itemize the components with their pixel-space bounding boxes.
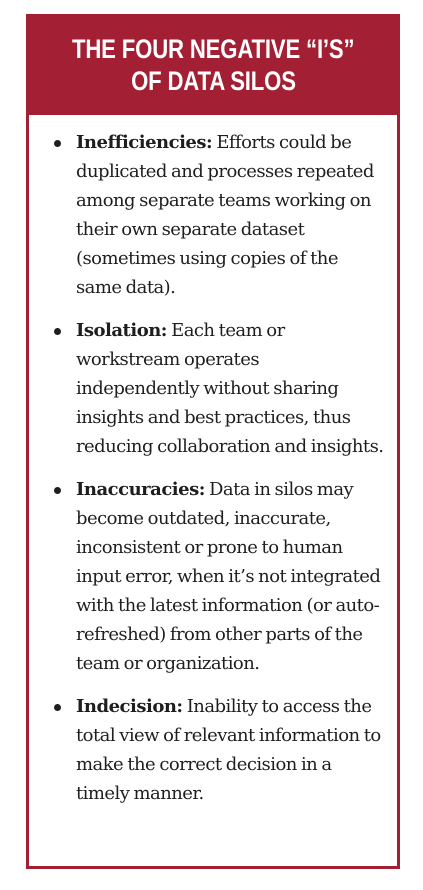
- bullet-icon: [54, 328, 61, 335]
- bullet-icon: [54, 704, 61, 711]
- list-item-isolation: [46, 316, 386, 461]
- list-item-inefficiencies: [46, 128, 386, 302]
- list-item-term: Indecision:: [76, 696, 183, 717]
- list-item-body: [76, 692, 386, 808]
- list-item-term: Inefficiencies:: [76, 132, 213, 153]
- sidebar-title: [26, 14, 400, 115]
- list-item-description: Inability to access the total view of relevant information to make the correct decision in a timely manner.: [76, 696, 381, 804]
- list-item-term: Isolation:: [76, 320, 167, 341]
- bullet-list: [46, 128, 386, 822]
- list-item-description: Each team or workstream operates independently without sharing insights and best practices, thus reducing collaboration and insights.: [76, 320, 384, 457]
- list-item-description: Efforts could be duplicated and processes repeated among separate teams working on their own separate dataset (sometimes using copies of the same data).: [76, 132, 374, 298]
- list-item-inaccuracies: [46, 475, 386, 678]
- sidebar-title-line-2: OF DATA SILOS: [130, 65, 296, 96]
- list-item-body: [76, 128, 386, 302]
- list-item-body: [76, 475, 386, 678]
- sidebar-title-line-1: THE FOUR NEGATIVE “I’S”: [71, 33, 355, 64]
- list-item-description: Data in silos may become outdated, inaccurate, inconsistent or prone to human input error, when it’s not integrated with the latest information (or auto-refreshed) from other parts of the team or organization.: [76, 479, 381, 674]
- bullet-icon: [54, 487, 61, 494]
- list-item-indecision: [46, 692, 386, 808]
- bullet-icon: [54, 140, 61, 147]
- list-item-term: Inaccuracies:: [76, 479, 205, 500]
- list-item-body: [76, 316, 386, 461]
